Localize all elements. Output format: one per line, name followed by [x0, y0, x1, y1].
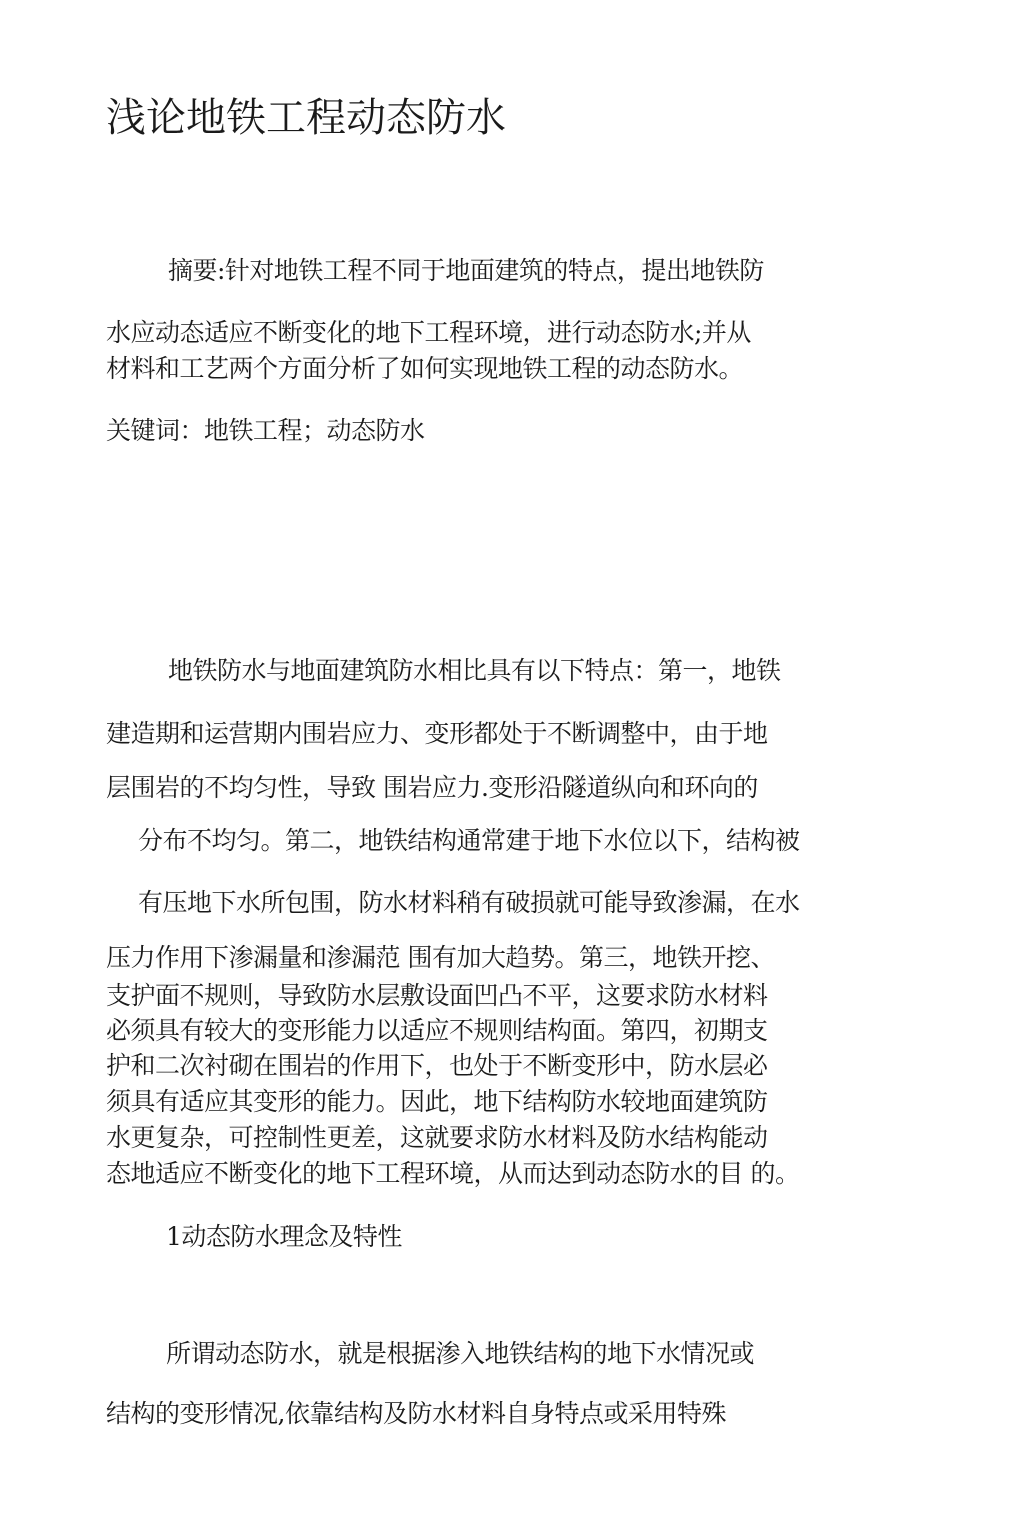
body-line-5: 有压地下水所包围，防水材料稍有破损就可能导致渗漏，在水 — [138, 888, 800, 917]
abstract-line-3: 材料和工艺两个方面分析了如何实现地铁工程的动态防水。 — [106, 354, 744, 383]
body-line-1: 地铁防水与地面建筑防水相比具有以下特点：第一，地铁 — [168, 656, 781, 685]
section-heading: 1动态防水理念及特性 — [166, 1222, 402, 1251]
body-line-9: 护和二次衬砌在围岩的作用下，也处于不断变形中，防水层必 — [106, 1051, 768, 1080]
keywords-line: 关键词：地铁工程；动态防水 — [106, 416, 425, 445]
body-line-2: 建造期和运营期内围岩应力、变形都处于不断调整中，由于地 — [106, 719, 768, 748]
body-line-8: 必须具有较大的变形能力以适应不规则结构面。第四，初期支 — [106, 1016, 768, 1045]
abstract-line-1: 摘要:针对地铁工程不同于地面建筑的特点，提出地铁防 — [168, 256, 764, 285]
body-line-12: 态地适应不断变化的地下工程环境，从而达到动态防水的目 的。 — [106, 1159, 800, 1188]
body-line-7: 支护面不规则，导致防水层敷设面凹凸不平，这要求防水材料 — [106, 981, 768, 1010]
section-line-2: 结构的变形情况,依靠结构及防水材料自身特点或采用特殊 — [106, 1399, 726, 1428]
body-line-3: 层围岩的不均匀性，导致 围岩应力.变形沿隧道纵向和环向的 — [106, 773, 758, 802]
section-line-1: 所谓动态防水，就是根据渗入地铁结构的地下水情况或 — [166, 1339, 755, 1368]
document-title: 浅论地铁工程动态防水 — [106, 95, 506, 141]
body-line-6: 压力作用下渗漏量和渗漏范 围有加大趋势。第三，地铁开挖、 — [106, 943, 775, 972]
body-line-11: 水更复杂，可控制性更差，这就要求防水材料及防水结构能动 — [106, 1123, 768, 1152]
body-line-10: 须具有适应其变形的能力。因此，地下结构防水较地面建筑防 — [106, 1087, 768, 1116]
body-line-4: 分布不均匀。第二，地铁结构通常建于地下水位以下，结构被 — [138, 826, 800, 855]
abstract-line-2: 水应动态适应不断变化的地下工程环境，进行动态防水;并从 — [106, 318, 751, 347]
